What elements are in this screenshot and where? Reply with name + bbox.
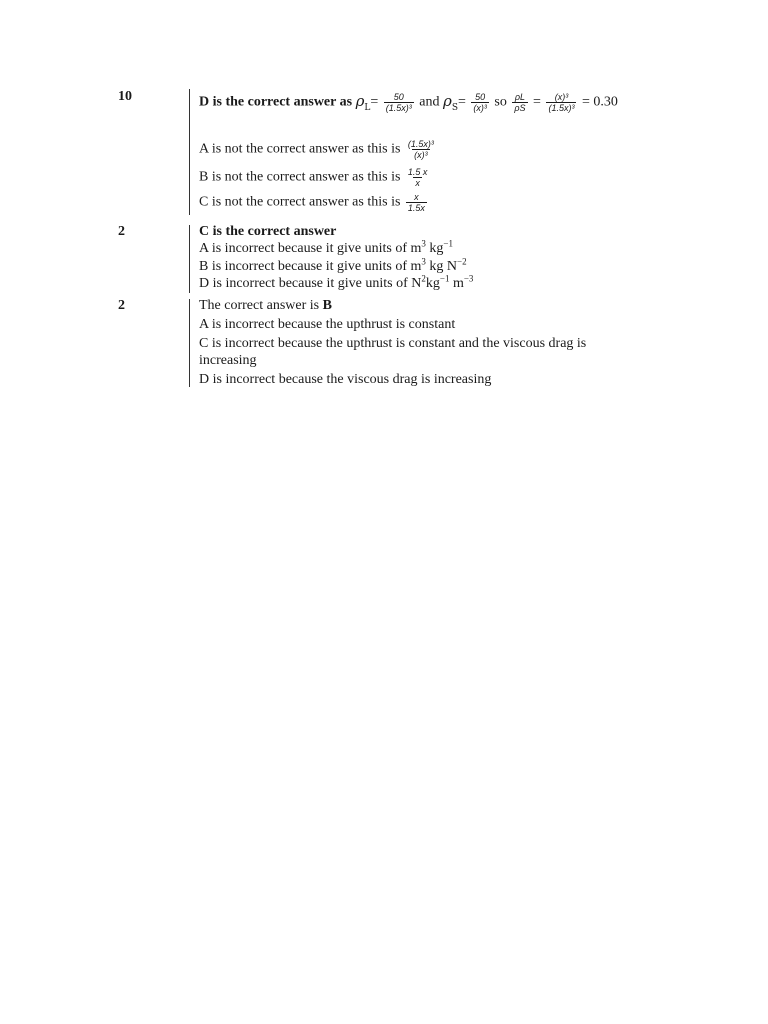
- question-number: 2: [118, 224, 125, 239]
- result-value: = 0.30: [581, 94, 618, 110]
- question-number: 10: [118, 89, 132, 104]
- and-word: and: [415, 94, 444, 110]
- option-a-explanation: A is incorrect because the upthrust is constant: [199, 317, 456, 332]
- option-c-explanation: C is incorrect because the upthrust is constant and the viscous drag is: [199, 336, 587, 351]
- answer-heading: C is the correct answer: [199, 224, 337, 239]
- option-d-explanation: D is incorrect because it give units of $N^2kg^{-1}$ $m^{-3}$: [199, 273, 474, 291]
- divider-line: [189, 225, 190, 293]
- answer-equation-line: [199, 92, 618, 116]
- equals-sign: =: [458, 94, 466, 110]
- fraction-option-c: $\frac{x}{1.5x}$: [407, 192, 425, 213]
- so-word: so: [490, 94, 511, 110]
- fraction-ratio: $\frac{\rho L}{\rho S}$: [514, 92, 526, 113]
- option-a-explanation: A is incorrect because it give units of $m^3$ $kg^{-1}$: [199, 238, 453, 256]
- option-b-explanation: B is not the correct answer as this is $\frac{1.5 x}{x}$: [199, 167, 428, 188]
- option-b-explanation: B is incorrect because it give units of $m^3$ kg $N^{-2}$: [199, 256, 467, 274]
- fraction-rho-s: $\frac{50}{\text{(x)³}}$: [473, 92, 487, 113]
- option-d-explanation: D is incorrect because the viscous drag is increasing: [199, 372, 492, 387]
- fraction-result: $\frac{\text{(x)³}}{\text{(1.5x)³}}$: [548, 92, 575, 113]
- rho-s-symbol: $\rho_S$: [443, 91, 459, 113]
- question-number: 2: [118, 298, 125, 313]
- option-c-explanation: C is not the correct answer as this is $\frac{x}{1.5x}$: [199, 192, 425, 213]
- fraction-option-b: $\frac{1.5 x}{x}$: [407, 167, 428, 188]
- option-a-explanation: A is not the correct answer as this is $\frac{\text{(1.5x)³}}{\text{(x)³}}$: [199, 139, 434, 160]
- rho-l-symbol: $\rho_L$: [355, 91, 371, 113]
- answer-lead: D is the correct answer as: [199, 94, 356, 110]
- divider-line: [189, 299, 190, 387]
- equals-sign: =: [533, 94, 541, 110]
- fraction-option-a: $\frac{\text{(1.5x)³}}{\text{(x)³}}$: [407, 139, 434, 160]
- equals-sign: =: [370, 94, 379, 110]
- divider-line: [189, 89, 190, 215]
- fraction-rho-l: $\frac{50}{\text{(1.5x)³}}$: [385, 92, 412, 113]
- option-c-explanation-cont: increasing: [199, 353, 257, 368]
- answer-heading: The correct answer is B: [199, 298, 332, 313]
